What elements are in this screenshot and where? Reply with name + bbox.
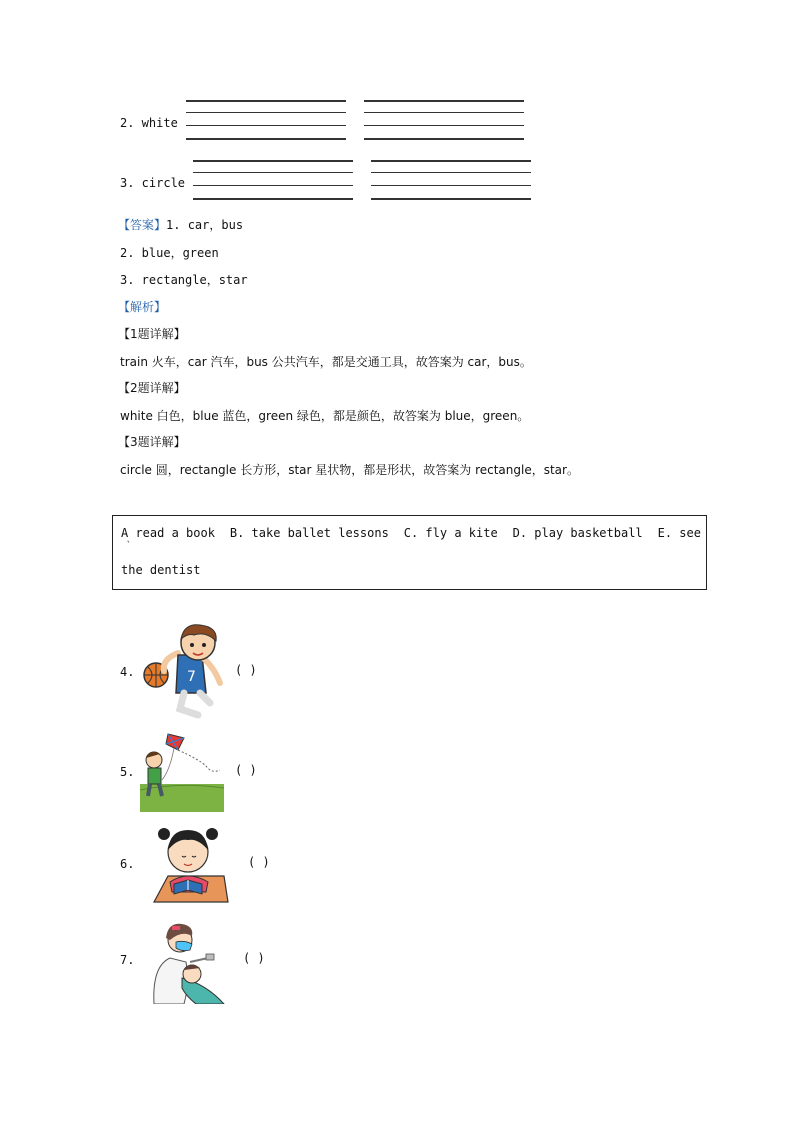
exercise-label-white: 2. white <box>120 116 178 130</box>
option-a: A read a book <box>121 526 215 540</box>
answer-line-1: 1. car，bus <box>166 218 244 232</box>
boy-flying-kite-icon <box>140 730 226 814</box>
analysis-section-body: train 火车，car 汽车，bus 公共汽车，都是交通工具，故答案为 car，bus。 <box>120 355 532 369</box>
writing-lines <box>364 100 524 142</box>
options-box <box>112 515 707 590</box>
question-number: 7. <box>120 953 135 967</box>
girl-reading-book-icon <box>150 822 230 904</box>
analysis-section-body: white 白色，blue 蓝色，green 绿色，都是颜色，故答案为 blue，green。 <box>120 409 530 423</box>
options-row <box>121 525 701 541</box>
writing-lines <box>193 160 353 202</box>
answer-line-2: 2. blue，green <box>120 246 219 260</box>
question-number: 5. <box>120 765 135 779</box>
option-c: C. fly a kite <box>403 526 498 540</box>
analysis-section-title: 【3题详解】 <box>118 435 186 449</box>
answer-tag: 【答案】 <box>118 218 167 232</box>
question-number: 6. <box>120 857 135 871</box>
option-e: E. see <box>657 526 701 540</box>
svg-text:7: 7 <box>187 669 196 685</box>
analysis-tag: 【解析】 <box>118 300 167 314</box>
analysis-section-title: 【2题详解】 <box>118 381 186 395</box>
option-b: B. take ballet lessons <box>229 526 389 540</box>
answer-blank[interactable]: ( ) <box>235 763 257 777</box>
stray-mark: ` <box>126 541 132 551</box>
writing-lines <box>186 100 346 142</box>
question-number: 4. <box>120 665 135 679</box>
answer-blank[interactable]: ( ) <box>248 855 270 869</box>
option-d: D. play basketball <box>512 526 643 540</box>
analysis-section-body: circle 圆，rectangle 长方形，star 星状物，都是形状，故答案为 rectangle，star。 <box>120 463 579 477</box>
analysis-section-title: 【1题详解】 <box>118 327 186 341</box>
answer-block <box>118 217 243 233</box>
answer-blank[interactable]: ( ) <box>243 951 265 965</box>
writing-lines <box>371 160 531 202</box>
dentist-visit-icon <box>146 918 226 1004</box>
boy-playing-basketball-icon <box>140 623 226 719</box>
answer-line-3: 3. rectangle，star <box>120 273 248 287</box>
answer-blank[interactable]: ( ) <box>235 663 257 677</box>
option-e-continuation: the dentist <box>121 563 201 577</box>
exercise-label-circle: 3. circle <box>120 176 186 190</box>
